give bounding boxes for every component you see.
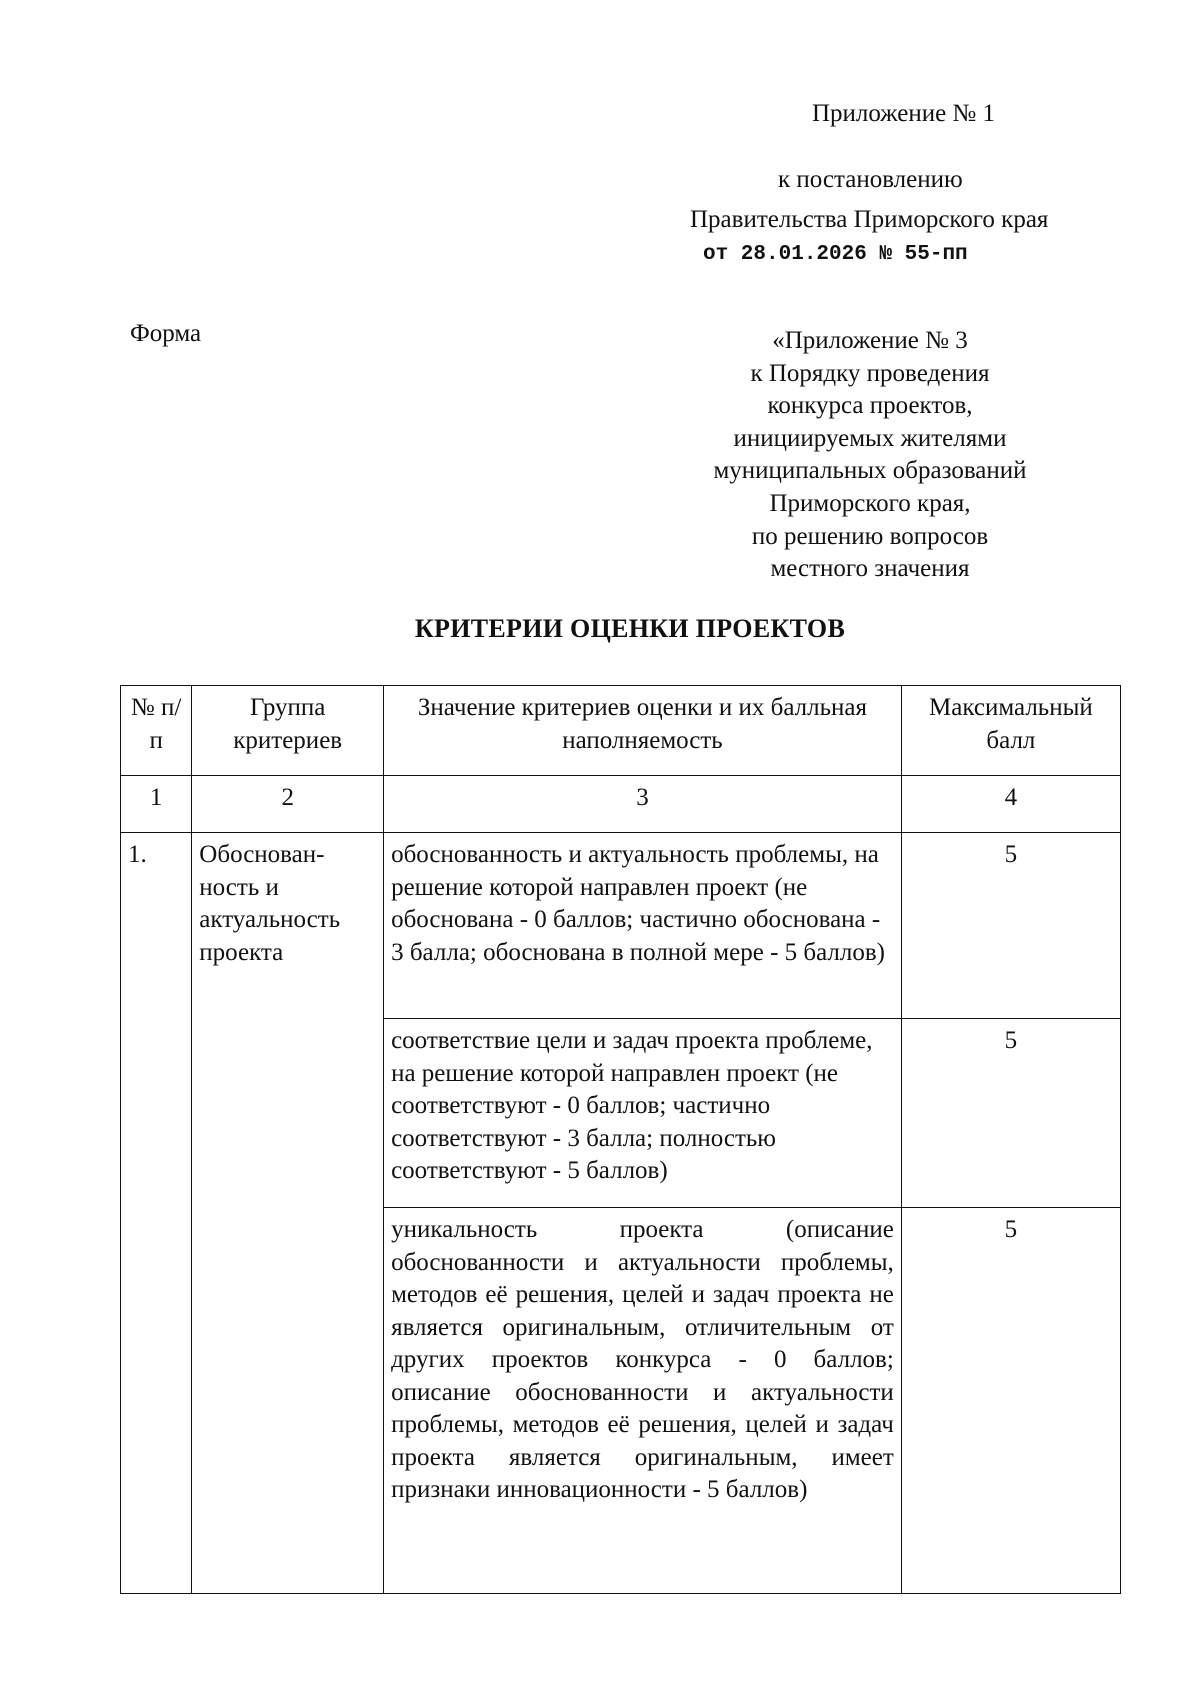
government-line: Правительства Приморского края (690, 206, 1049, 233)
attachment-line: конкурса проектов, (767, 392, 973, 420)
to-decree-line: к постановлению (778, 166, 963, 193)
criteria-table (120, 685, 1121, 1594)
attachment-line: Приморского края, (769, 489, 971, 517)
attachment-line: к Порядку проведения (750, 359, 990, 387)
group-name: Обоснован-ность и актуальность проекта (192, 833, 384, 1594)
document-title: КРИТЕРИИ ОЦЕНКИ ПРОЕКТОВ (414, 614, 846, 643)
form-label: Форма (130, 320, 202, 347)
column-number: 1 (121, 776, 192, 833)
criterion-text: уникальность проекта (описание обоснованности и актуальности проблемы, методов её решения, целей и задач проекта не является оригинальным, отличительным от других проектов конкурса - 0 баллов; описание обоснованности и актуальности проблемы, методов её решения, целей и задач проекта является оригинальным, имеет признаки инновационности - 5 баллов) (384, 1208, 902, 1594)
group-number: 1. (121, 833, 192, 1594)
table-row (121, 833, 1121, 1019)
attachment-line: «Приложение № 3 (772, 327, 968, 354)
table-header-row (121, 686, 1121, 776)
header-value: Значение критериев оценки и их балльная наполняемость (384, 686, 902, 776)
criterion-max-score: 5 (901, 833, 1120, 1019)
attachment-line: инициируемых жителями (733, 424, 1007, 452)
criterion-text: соответствие цели и задач проекта проблеме, на решение которой направлен проект (не соответствуют - 0 баллов; частично соответствуют - 3 балла; полностью соответствуют - 5 баллов) (384, 1019, 902, 1208)
header-max-score: Максимальный балл (901, 686, 1120, 776)
attachment-reference (660, 325, 1080, 586)
attachment-line: местного значения (770, 555, 970, 583)
column-number: 2 (192, 776, 384, 833)
criterion-max-score: 5 (901, 1019, 1120, 1208)
header-group: Группа критериев (192, 686, 384, 776)
column-number-row (121, 776, 1121, 833)
criterion-max-score: 5 (901, 1208, 1120, 1594)
header-num: № п/п (121, 686, 192, 776)
attachment-line: по решению вопросов (751, 522, 989, 550)
appendix-title: Приложение № 1 (812, 100, 996, 127)
attachment-line: муниципальных образований (713, 457, 1027, 485)
criterion-text: обоснованность и актуальность проблемы, на решение которой направлен проект (не обоснована - 0 баллов; частично обоснована - 3 балла; обоснована в полной мере - 5 баллов) (384, 833, 902, 1019)
column-number: 4 (901, 776, 1120, 833)
column-number: 3 (384, 776, 902, 833)
decree-number: от 28.01.2026 № 55-пп (703, 243, 968, 266)
